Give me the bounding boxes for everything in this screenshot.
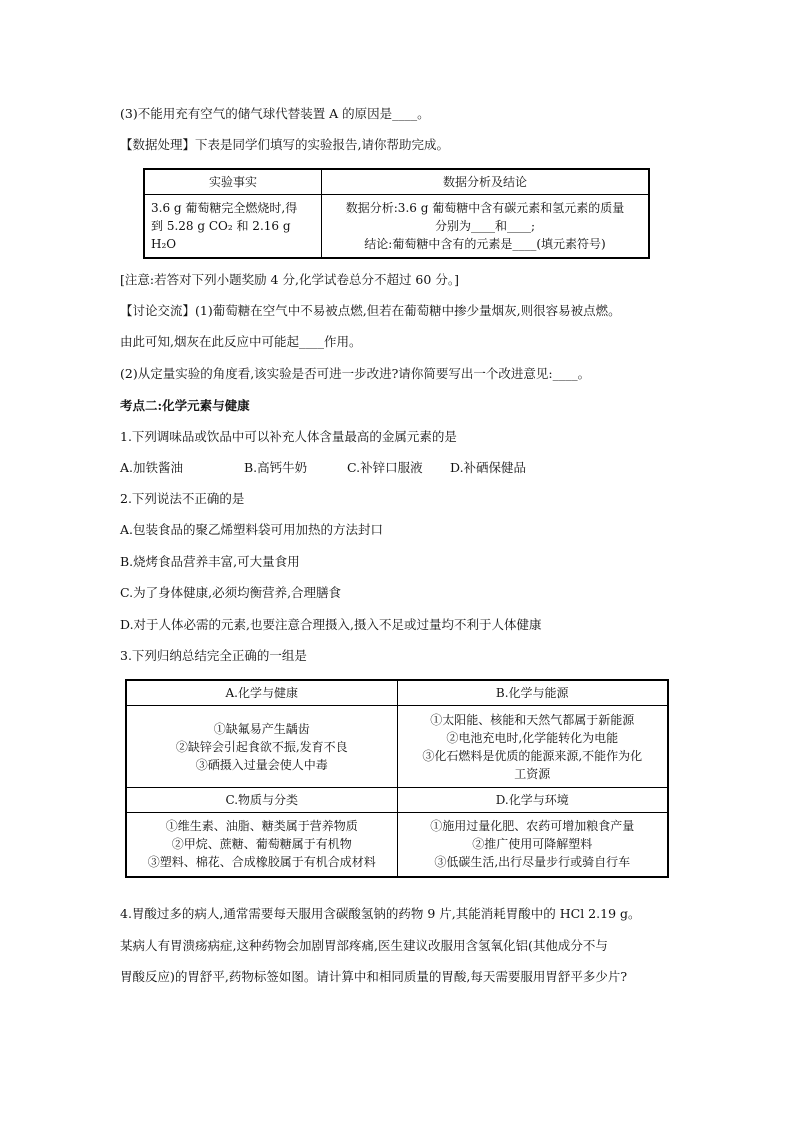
- table-row: [126, 706, 668, 788]
- table-row: [144, 195, 649, 259]
- list-item: ②推广使用可降解塑料: [472, 837, 593, 852]
- problem-2-option-d: D.对于人体必需的元素,也要注意合理摄入,摄入不足或过量均不利于人体健康: [120, 617, 542, 632]
- analysis-line: 分别为____和____;: [434, 219, 536, 233]
- fact-line: 3.6 g 葡萄糖完全燃烧时,得: [151, 201, 298, 215]
- list-item: ①缺氟易产生龋齿: [213, 721, 310, 736]
- list-item: ③化石燃料是优质的能源来源,不能作为化: [422, 748, 643, 763]
- problem-4-line-3: 胃酸反应)的胃舒平,药物标签如图。请计算中和相同质量的胃酸,每天需要服用胃舒平多少片?: [120, 969, 628, 984]
- problem-1-option-b: B.高钙牛奶: [244, 460, 308, 475]
- header-analysis: 数据分析及结论: [322, 169, 650, 195]
- option-b-items: [397, 706, 668, 788]
- experiment-fact-cell: [144, 195, 322, 259]
- analysis-cell: [322, 195, 650, 259]
- table-header-row: [126, 680, 668, 706]
- summary-options-table: [125, 679, 669, 878]
- discussion-1-continuation: 由此可知,烟灰在此反应中可能起____作用。: [120, 334, 362, 349]
- problem-2-option-a: A.包装食品的聚乙烯塑料袋可用加热的方法封口: [120, 522, 384, 537]
- table-row: [126, 813, 668, 877]
- problem-1-option-a: A.加铁酱油: [120, 460, 184, 475]
- list-item: ③低碳生活,出行尽量步行或骑自行车: [434, 855, 631, 870]
- list-item: 工资源: [514, 766, 551, 781]
- list-item: ③硒摄入过量会使人中毒: [195, 757, 328, 772]
- option-c-title: C.物质与分类: [126, 788, 397, 813]
- problem-3-stem: 3.下列归纳总结完全正确的一组是: [120, 648, 307, 663]
- option-b-title: B.化学与能源: [397, 680, 668, 706]
- list-item: ①太阳能、核能和天然气都属于新能源: [430, 712, 635, 727]
- problem-2-stem: 2.下列说法不正确的是: [120, 491, 245, 506]
- data-processing-heading: 【数据处理】下表是同学们填写的实验报告,请你帮助完成。: [120, 137, 449, 152]
- problem-1-stem: 1.下列调味品或饮品中可以补充人体含量最高的金属元素的是: [120, 429, 457, 444]
- header-experiment-fact: 实验事实: [144, 169, 322, 195]
- option-c-items: [126, 813, 397, 877]
- option-a-items: [126, 706, 397, 788]
- question-3-text: (3)不能用充有空气的储气球代替装置 A 的原因是____。: [120, 106, 430, 121]
- analysis-line: 数据分析:3.6 g 葡萄糖中含有碳元素和氢元素的质量: [345, 201, 625, 215]
- problem-2-option-c: C.为了身体健康,必须均衡营养,合理膳食: [120, 585, 342, 600]
- option-d-items: [397, 813, 668, 877]
- bonus-note: [注意:若答对下列小题奖励 4 分,化学试卷总分不超过 60 分。]: [120, 272, 459, 287]
- option-d-title: D.化学与环境: [397, 788, 668, 813]
- fact-line: 到 5.28 g CO₂ 和 2.16 g H₂O: [151, 219, 291, 251]
- list-item: ②甲烷、蔗糖、葡萄糖属于有机物: [171, 837, 352, 852]
- discussion-1-text: 【讨论交流】(1)葡萄糖在空气中不易被点燃,但若在葡萄糖中掺少量烟灰,则很容易被点燃。: [120, 303, 621, 318]
- option-a-title: A.化学与健康: [126, 680, 397, 706]
- list-item: ③塑料、棉花、合成橡胶属于有机合成材料: [147, 855, 376, 870]
- experiment-report-table: [143, 168, 650, 259]
- list-item: ①维生素、油脂、糖类属于营养物质: [165, 819, 358, 834]
- discussion-2-text: (2)从定量实验的角度看,该实验是否可进一步改进?请你简要写出一个改进意见:____。: [120, 366, 591, 381]
- problem-1-option-d: D.补硒保健品: [450, 460, 527, 475]
- problem-1-option-c: C.补锌口服液: [347, 460, 423, 475]
- table-header-row: [126, 788, 668, 813]
- section-heading: 考点二:化学元素与健康: [120, 398, 250, 413]
- problem-4-line-1: 4.胃酸过多的病人,通常需要每天服用含碳酸氢钠的药物 9 片,其能消耗胃酸中的 HCl 2.19 g。: [120, 906, 641, 921]
- table-header-row: [144, 169, 649, 195]
- conclusion-line: 结论:葡萄糖中含有的元素是____(填元素符号): [364, 237, 606, 251]
- list-item: ②电池充电时,化学能转化为电能: [446, 730, 619, 745]
- problem-4-line-2: 某病人有胃溃疡病症,这种药物会加剧胃部疼痛,医生建议改服用含氢氧化铝(其他成分不与: [120, 938, 608, 953]
- list-item: ②缺锌会引起食欲不振,发育不良: [175, 739, 348, 754]
- problem-2-option-b: B.烧烤食品营养丰富,可大量食用: [120, 554, 300, 569]
- list-item: ①施用过量化肥、农药可增加粮食产量: [430, 819, 635, 834]
